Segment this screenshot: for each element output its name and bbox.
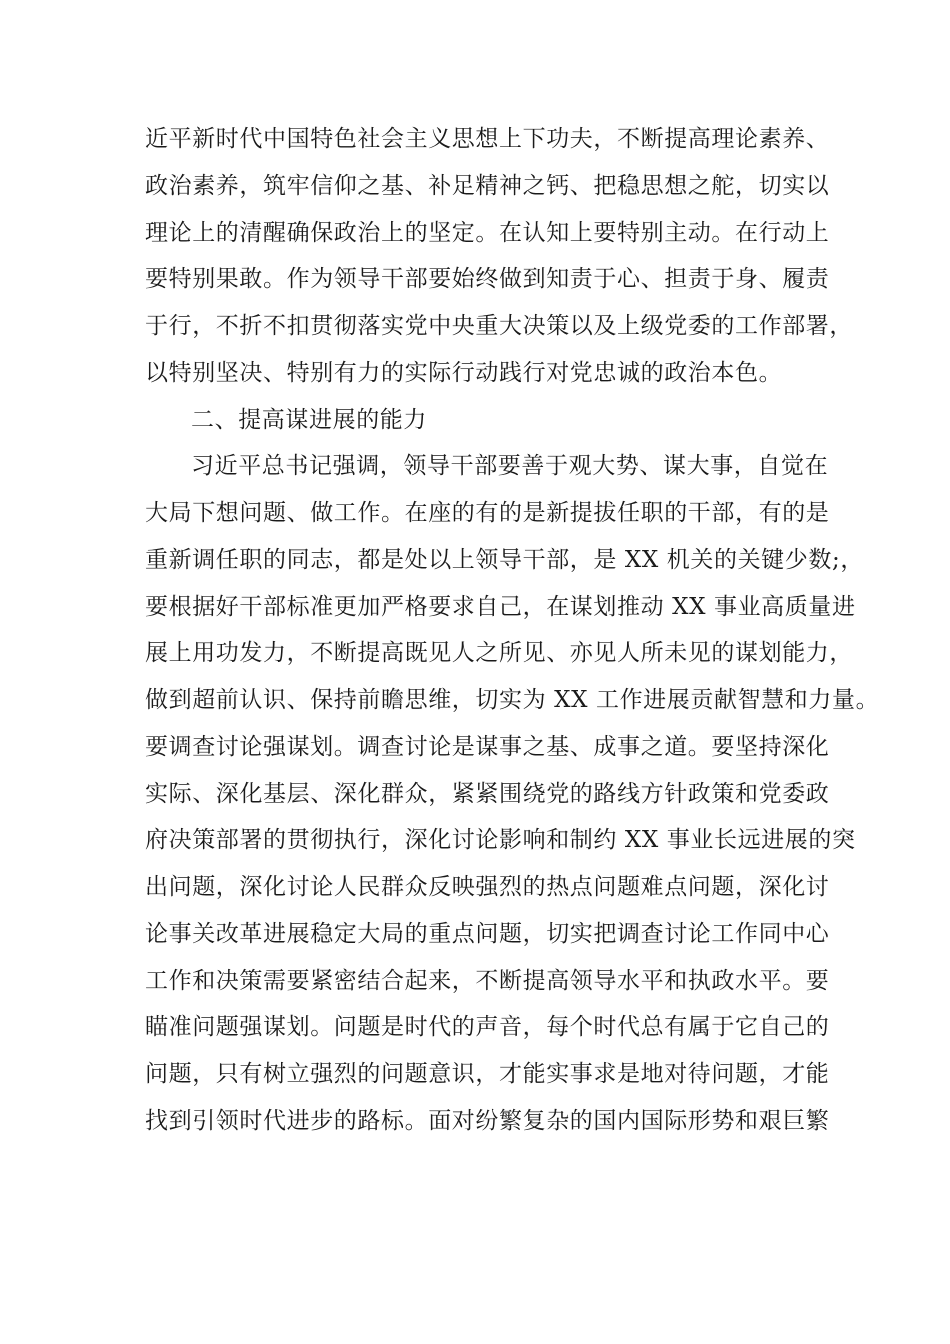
text-line: 做到超前认识、保持前瞻思维，切实为 XX 工作进展贡献智慧和力量。 bbox=[145, 687, 880, 713]
text-line: 展上用功发力，不断提高既见人之所见、亦见人所未见的谋划能力， bbox=[145, 640, 853, 667]
text-line: 问题，只有树立强烈的问题意识，才能实事求是地对待问题，才能 bbox=[145, 1061, 830, 1087]
section-heading: 二、提高谋进展的能力 bbox=[191, 406, 427, 433]
text-line: 工作和决策需要紧密结合起来，不断提高领导水平和执政水平。要 bbox=[145, 967, 830, 994]
text-line: 重新调任职的同志，都是处以上领导干部，是 XX 机关的关键少数;， bbox=[145, 546, 864, 573]
text-line: 习近平总书记强调，领导干部要善于观大势、谋大事，自觉在 bbox=[191, 453, 829, 480]
text-line: 出问题，深化讨论人民群众反映强烈的热点问题难点问题，深化讨 bbox=[145, 874, 830, 900]
text-line: 要根据好干部标准更加严格要求自己，在谋划推动 XX 事业高质量进 bbox=[145, 593, 856, 620]
text-line: 理论上的清醒确保政治上的坚定。在认知上要特别主动。在行动上 bbox=[145, 219, 830, 246]
text-line: 近平新时代中国特色社会主义思想上下功夫，不断提高理论素养、 bbox=[145, 126, 830, 152]
text-line: 以特别坚决、特别有力的实际行动践行对党忠诚的政治本色。 bbox=[145, 359, 783, 386]
text-line: 论事关改革进展稳定大局的重点问题，切实把调查讨论工作同中心 bbox=[145, 920, 830, 947]
document-body bbox=[145, 126, 880, 1157]
text-line: 实际、深化基层、深化群众，紧紧围绕党的路线方针政策和党委政 bbox=[145, 780, 830, 807]
text-line: 大局下想问题、做工作。在座的有的是新提拔任职的干部，有的是 bbox=[145, 500, 830, 526]
text-line: 瞄准问题强谋划。问题是时代的声音，每个时代总有属于它自己的 bbox=[145, 1014, 830, 1041]
text-line: 于行，不折不扣贯彻落实党中央重大决策以及上级党委的工作部署， bbox=[145, 313, 853, 339]
text-line: 政治素养，筑牢信仰之基、补足精神之钙、把稳思想之舵，切实以 bbox=[145, 172, 830, 199]
text-line: 府决策部署的贯彻执行，深化讨论影响和制约 XX 事业长远进展的突 bbox=[145, 827, 856, 854]
text-line: 要调查讨论强谋划。调查讨论是谋事之基、成事之道。要坚持深化 bbox=[145, 733, 830, 760]
text-line: 要特别果敢。作为领导干部要始终做到知责于心、担责于身、履责 bbox=[145, 266, 830, 293]
text-line: 找到引领时代进步的路标。面对纷繁复杂的国内国际形势和艰巨繁 bbox=[145, 1107, 830, 1134]
